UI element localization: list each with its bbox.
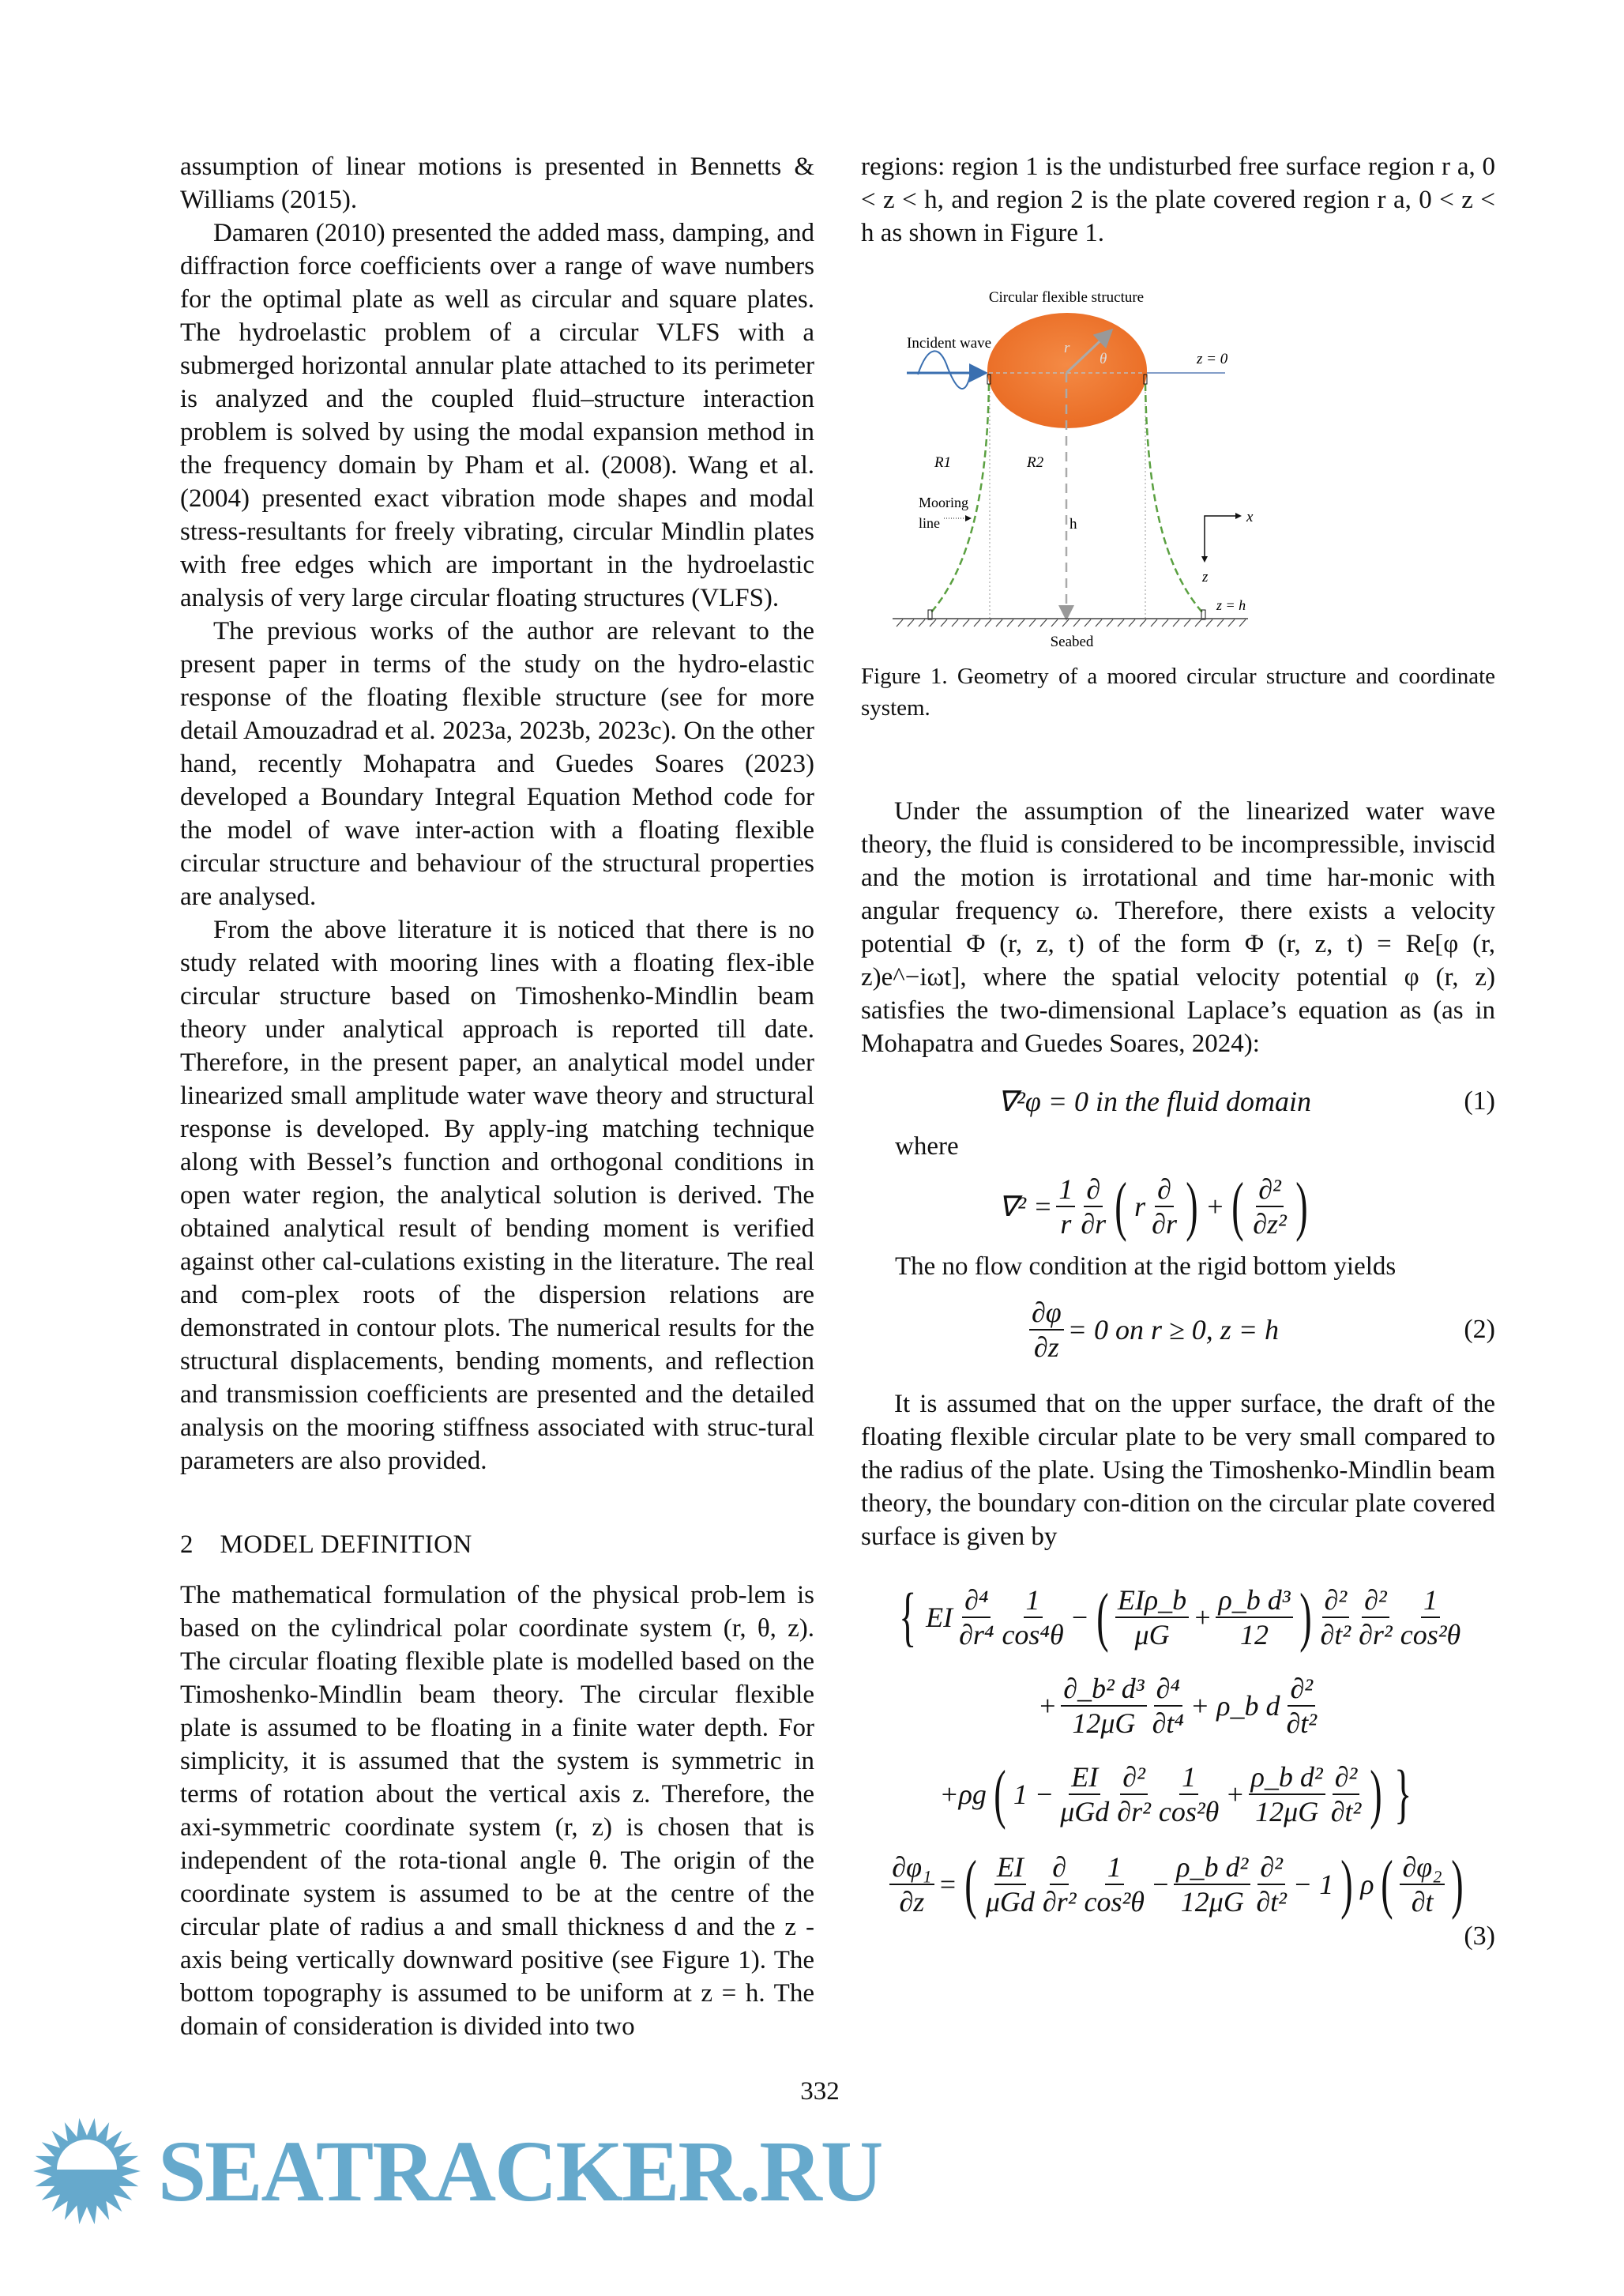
equation-2-row — [861, 1296, 1495, 1364]
numerator: ∂⁴ — [962, 1583, 991, 1618]
numerator: EIρ_b — [1115, 1583, 1189, 1618]
fraction — [1058, 1760, 1111, 1828]
bracket: ) — [1340, 1847, 1353, 1921]
fraction — [957, 1583, 996, 1651]
denominator: μGd — [1060, 1796, 1110, 1827]
paragraph: The mathematical formulation of the physical prob-lem is based on the cylindrical polar coordinate system (r, θ, z). The circular floating flexible plate is modelled based on the Timoshenko-Mindlin beam theory. The circular flexible plate is assumed to be floating in a finite water depth. For simplicity, it is assumed that the system is symmetric in terms of rotation about the vertical axis z. Therefore, the axi-symmetric coordinate system (r, z) is chosen that is independent of the rota-tional angle θ. The origin of the coordinate system is assumed to be at the centre of the circular plate of radius a and small thickness d and the z - axis being vertically downward positive (see Figure 1). The bottom topography is assumed to be uniform at z = h. The domain of consideration is divided into two — [180, 1581, 814, 2041]
z0-label: z = 0 — [1197, 351, 1228, 367]
numerator: EI — [1069, 1760, 1100, 1795]
fraction — [1356, 1583, 1395, 1651]
numerator: ∂² — [1257, 1850, 1285, 1885]
theta-label: θ — [1100, 351, 1107, 367]
fraction — [1115, 1583, 1189, 1651]
numerator: ∂ — [1050, 1850, 1069, 1885]
z-axis-label: z — [1202, 569, 1209, 585]
fraction — [1115, 1760, 1153, 1828]
incident-wave-label: Incident wave — [907, 335, 992, 352]
equation-term: − — [1070, 1602, 1089, 1633]
theory-paragraph: Under the assumption of the linearized water wave theory, the fluid is considered to be incompressible, inviscid and the motion is irrotational and time har-monic with angular frequency ω. Therefore, there exists a velocity potential Φ (r, z, t) of the form Φ (r, z, t) = Re[φ (r, z)e^−iωt], where the spatial velocity potential φ (r, z) satisfies the two-dimensional Laplace’s equation as (as in Mohapatra and Guedes Soares, 2024): — [861, 797, 1495, 1058]
equation-term: = — [938, 1869, 957, 1900]
equation-2-number: (2) — [1464, 1315, 1495, 1344]
equation-term: + — [1225, 1778, 1245, 1810]
bracket: ( — [964, 1847, 977, 1921]
fraction — [1174, 1850, 1250, 1918]
bracket: ( — [994, 1757, 1006, 1831]
equation-3-line-2 — [1036, 1672, 1321, 1740]
numerator: ∂φ₁ — [889, 1850, 934, 1885]
numerator: ∂² — [1333, 1760, 1360, 1795]
equation-term: = 0 on r ≥ 0, z = h — [1067, 1314, 1280, 1346]
numerator: ∂² — [1322, 1583, 1350, 1618]
equation-3-line-2-row — [861, 1672, 1495, 1740]
equation-1-number: (1) — [1464, 1086, 1495, 1116]
numerator: ∂_b² d³ — [1061, 1672, 1146, 1707]
denominator: cos⁴θ — [1002, 1619, 1064, 1650]
numerator: 1 — [1105, 1850, 1124, 1885]
denominator: ∂z² — [1253, 1208, 1287, 1240]
paragraph: The previous works of the author are relevant to the present paper in terms of the study on the hydro-elastic response of the floating flexible structure (see for more detail Amouzadrad et al. 2023a, 2023b, 2023c). On the other hand, recently Mohapatra and Guedes Soares (2023) developed a Boundary Integral Equation Method code for the model of wave inter-action with a floating flexible circular structure and behaviour of the structural properties are analysed. — [180, 617, 814, 911]
figure-1-diagram — [861, 281, 1495, 661]
equation-term: + ρ_b d — [1190, 1690, 1280, 1722]
denominator: r — [1060, 1208, 1072, 1240]
right-column — [861, 150, 1495, 1953]
where-text: where — [895, 1132, 959, 1161]
fraction — [1156, 1760, 1221, 1828]
fraction — [1249, 1760, 1325, 1828]
numerator: ∂² — [1362, 1583, 1389, 1618]
page-number: 332 — [800, 2077, 840, 2106]
denominator: ∂r — [1081, 1208, 1107, 1240]
denominator: ∂t² — [1256, 1886, 1287, 1918]
numerator: ∂⁴ — [1154, 1672, 1182, 1707]
equation-term: + — [1205, 1191, 1225, 1222]
numerator: ∂φ₂ — [1400, 1850, 1444, 1885]
equation-1 — [995, 1084, 1314, 1119]
h-label: h — [1070, 516, 1077, 533]
denominator: cos²θ — [1400, 1619, 1461, 1650]
fraction — [999, 1583, 1066, 1651]
denominator: ∂r⁴ — [959, 1619, 994, 1650]
equation-term: − — [1150, 1869, 1171, 1900]
denominator: 12 — [1240, 1619, 1269, 1650]
bracket: ) — [1295, 1169, 1308, 1243]
page-footer — [0, 2075, 1624, 2108]
fraction — [1056, 1172, 1075, 1240]
bracket: ( — [1096, 1580, 1109, 1654]
fraction — [1029, 1296, 1064, 1364]
denominator: ∂r — [1152, 1208, 1177, 1240]
bracket: ( — [1115, 1169, 1127, 1243]
fraction — [1078, 1172, 1108, 1240]
fraction — [1216, 1583, 1292, 1651]
numerator: 1 — [1024, 1583, 1043, 1618]
numerator: ρ_b d³ — [1216, 1583, 1292, 1618]
regions-paragraph: regions: region 1 is the undisturbed free surface region r a, 0 < z < h, and region 2 is the plate covered region r a, 0 < z < h as shown in Figure 1. — [861, 152, 1495, 247]
bracket: ) — [1299, 1580, 1312, 1654]
numerator: ∂φ — [1029, 1296, 1064, 1331]
bracket: { — [898, 1580, 917, 1654]
fraction — [889, 1850, 934, 1918]
denominator: ∂t⁴ — [1152, 1707, 1184, 1739]
region1-label: R1 — [934, 454, 952, 471]
equation-term: + — [1193, 1602, 1212, 1633]
denominator: μGd — [985, 1886, 1035, 1918]
denominator: ∂z — [899, 1886, 925, 1918]
denominator: cos²θ — [1084, 1886, 1145, 1918]
paragraph: Damaren (2010) presented the added mass, damping, and diffraction force coefficients over a range of wave numbers for the optimal plate as well as circular and square plates. The hydroelastic problem of a circular VLFS with a submerged horizontal annular plate attached to its perimeter is analyzed and the coupled fluid–structure interaction problem is solved by using the modal expansion method in the frequency domain by Pham et al. (2008). Wang et al. (2004) presented exact vibration mode shapes and modal stress-resultants for freely vibrating, circular Mindlin plates with free edges which are important in the hydroelastic analysis of very large circular floating structures (VLFS). — [180, 219, 814, 612]
equation-3-line-3 — [937, 1759, 1419, 1830]
numerator: ρ_b d² — [1249, 1760, 1325, 1795]
seabed-label: Seabed — [1050, 634, 1094, 650]
bracket: ) — [1450, 1847, 1464, 1921]
fraction — [1040, 1850, 1079, 1918]
fraction — [1081, 1850, 1146, 1918]
denominator: ∂r² — [1117, 1796, 1151, 1827]
paragraph: assumption of linear motions is presented in Bennetts & Williams (2015). — [180, 152, 814, 214]
watermark: SEATRACKER.RU — [158, 2123, 882, 2219]
numerator: ∂² — [1288, 1672, 1315, 1707]
numerator: ∂ — [1155, 1172, 1174, 1207]
fraction — [1318, 1583, 1354, 1651]
bracket: ( — [1381, 1847, 1394, 1921]
denominator: 12μG — [1255, 1796, 1319, 1827]
fraction — [983, 1850, 1037, 1918]
seabed-hatch — [897, 619, 1246, 627]
r-label: r — [1064, 340, 1070, 356]
fraction — [1400, 1850, 1444, 1918]
equation-term: +ρg — [939, 1778, 987, 1810]
region2-label: R2 — [1027, 454, 1044, 471]
assumed-paragraph: It is assumed that on the upper surface, the draft of the floating flexible circular plate to be very small compared to the radius of the plate. Using the Timoshenko-Mindlin beam theory, the boundary con-dition on the circular plate covered surface is given by — [861, 1390, 1495, 1551]
equation-term: EI — [926, 1602, 953, 1633]
equation-term: + — [1037, 1690, 1058, 1722]
equation-nabla — [996, 1171, 1313, 1242]
equation-2 — [1028, 1296, 1281, 1364]
equation-3-number: (3) — [1464, 1921, 1495, 1951]
denominator: ∂t² — [1320, 1619, 1351, 1650]
figure-title: Circular flexible structure — [988, 289, 1145, 306]
equation-term: r — [1134, 1191, 1146, 1222]
fraction — [1250, 1172, 1289, 1240]
numerator: ∂² — [1120, 1760, 1148, 1795]
fraction — [1061, 1672, 1146, 1740]
watermark-row — [0, 2116, 1624, 2226]
equation-3-line-4-row — [861, 1849, 1495, 1920]
mooring-label: Mooring — [919, 495, 968, 510]
numerator: EI — [994, 1850, 1026, 1885]
mooring-label-line: line — [919, 515, 940, 531]
denominator: ∂r² — [1042, 1886, 1077, 1918]
bracket: } — [1394, 1757, 1412, 1831]
equation-1-row — [861, 1084, 1495, 1119]
numerator: 1 — [1421, 1583, 1440, 1618]
denominator: ∂z — [1033, 1331, 1059, 1363]
equation-term: ∇²φ = 0 in the fluid domain — [997, 1086, 1312, 1117]
denominator: cos²θ — [1158, 1796, 1220, 1827]
section-heading: 2 MODEL DEFINITION — [180, 1530, 472, 1559]
fraction — [1398, 1583, 1463, 1651]
coordinate-axes — [1205, 516, 1237, 559]
denominator: ∂r² — [1359, 1619, 1393, 1650]
sun-logo-icon — [32, 2116, 142, 2226]
numerator: ρ_b d² — [1174, 1850, 1250, 1885]
paragraph: From the above literature it is noticed that there is no study related with mooring lines with a floating flex-ible circular structure based on Timoshenko-Mindlin beam theory under analytical approach is reported till date. Therefore, in the present paper, an analytical model under linearized small amplitude water wave theory and structural response is developed. By apply-ing matching technique along with Bessel’s function and orthogonal conditions in open water region, the analytical solution is derived. The obtained analytical result of bending moment is verified against other cal-culations existing in the literature. The real and com-plex roots of the dispersion relations are demonstrated in contour plots. The numerical results for the structural displacements, bending moments, and reflection and transmission coefficients are presented and the detailed analysis on the mooring stiffness associated with struc-tural parameters are also provided. — [180, 916, 814, 1475]
numerator: 1 — [1056, 1172, 1075, 1207]
equation-nabla-row — [861, 1171, 1495, 1242]
fraction — [1150, 1672, 1186, 1740]
figure-caption: Figure 1. Geometry of a moored circular structure and coordinate system. — [861, 664, 1495, 721]
zh-label: z = h — [1216, 597, 1246, 613]
mooring-line-right — [1145, 384, 1203, 613]
equation-term: ∇² = — [998, 1191, 1053, 1222]
denominator: ∂t² — [1330, 1796, 1362, 1827]
bracket: ( — [1231, 1169, 1244, 1243]
fraction — [1149, 1172, 1179, 1240]
denominator: μG — [1134, 1619, 1170, 1650]
bracket: ) — [1370, 1757, 1383, 1831]
denominator: 12μG — [1072, 1707, 1136, 1739]
fraction — [1329, 1760, 1364, 1828]
denominator: ∂t² — [1286, 1707, 1318, 1739]
equation-term: 1 − — [1013, 1778, 1054, 1810]
x-axis-label: x — [1246, 509, 1254, 525]
denominator: ∂t — [1411, 1886, 1434, 1918]
numerator: ∂² — [1256, 1172, 1284, 1207]
equation-3-line-1 — [892, 1582, 1464, 1653]
two-column-body — [0, 150, 1624, 2043]
numerator: 1 — [1179, 1760, 1198, 1795]
equation-term: ρ — [1360, 1869, 1374, 1900]
left-column — [180, 150, 814, 2043]
bracket: ) — [1186, 1169, 1198, 1243]
fraction — [1284, 1672, 1319, 1740]
denominator: 12μG — [1180, 1886, 1244, 1918]
equation-3-line-3-row — [861, 1759, 1495, 1830]
no-flow-text: The no flow condition at the rigid bottom yields — [895, 1252, 1397, 1281]
equation-term: − 1 — [1292, 1869, 1334, 1900]
equation-3-line-1-row — [861, 1582, 1495, 1653]
numerator: ∂ — [1084, 1172, 1103, 1207]
equation-3-line-4 — [888, 1849, 1468, 1920]
incident-wave-icon — [918, 351, 970, 389]
fraction — [1254, 1850, 1289, 1918]
